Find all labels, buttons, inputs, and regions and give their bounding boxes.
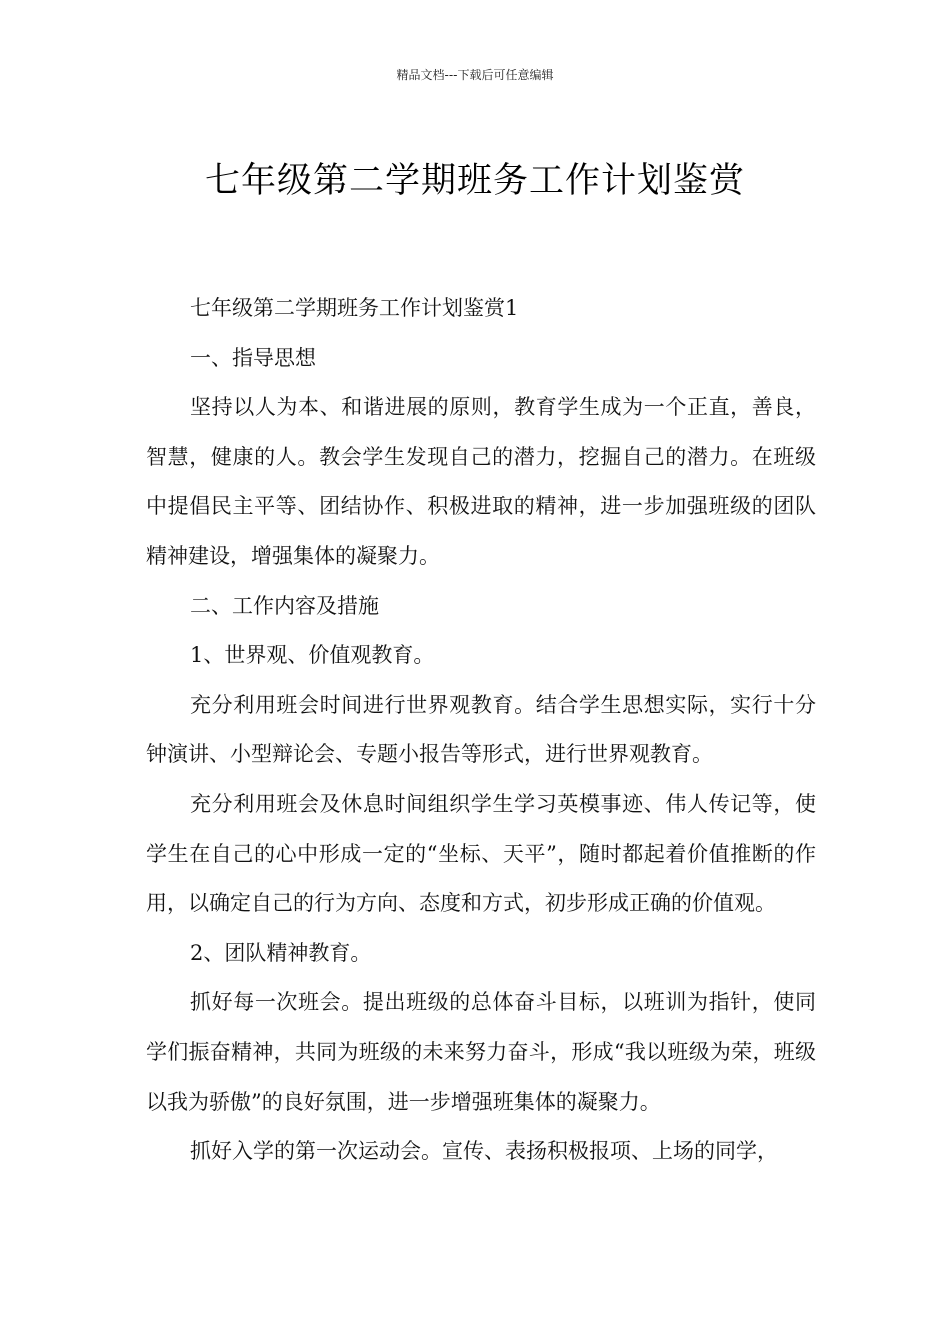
paragraph: 抓好每一次班会。提出班级的总体奋斗目标，以班训为指针，使同学们振奋精神，共同为班级的未来努力奋斗，形成“我以班级为荣，班级以我为骄傲”的良好氛围，进一步增强班集体的凝聚力。 [146, 990, 816, 1114]
paragraph: 充分利用班会及休息时间组织学生学习英模事迹、伟人传记等，使学生在自己的心中形成一定的“坐标、天平”，随时都起着价值推断的作用，以确定自己的行为方向、态度和方式，初步形成正确的价值观。 [146, 791, 816, 916]
subheading-team-spirit: 2、团队精神教育。 [190, 940, 372, 965]
subheading-worldview: 1、世界观、价值观教育。 [190, 643, 435, 668]
paragraph: 抓好入学的第一次运动会。宣传、表扬积极报项、上场的同学， [190, 1139, 778, 1164]
header-note: 精品文档---下载后可任意编辑 [396, 68, 554, 82]
section-heading-work-content: 二、工作内容及措施 [190, 593, 379, 618]
paragraph-subtitle: 七年级第二学期班务工作计划鉴赏1 [190, 296, 519, 320]
paragraph: 充分利用班会时间进行世界观教育。结合学生思想实际，实行十分钟演讲、小型辩论会、专题小报告等形式，进行世界观教育。 [146, 692, 816, 767]
document-body [146, 284, 816, 1177]
document-title: 七年级第二学期班务工作计划鉴赏 [204, 161, 745, 202]
section-heading-guiding-thought: 一、指导思想 [190, 345, 316, 370]
paragraph: 坚持以人为本、和谐进展的原则，教育学生成为一个正直，善良，智慧，健康的人。教会学生发现自己的潜力，挖掘自己的潜力。在班级中提倡民主平等、团结协作、积极进取的精神，进一步加强班级的团队精神建设，增强集体的凝聚力。 [146, 395, 816, 568]
